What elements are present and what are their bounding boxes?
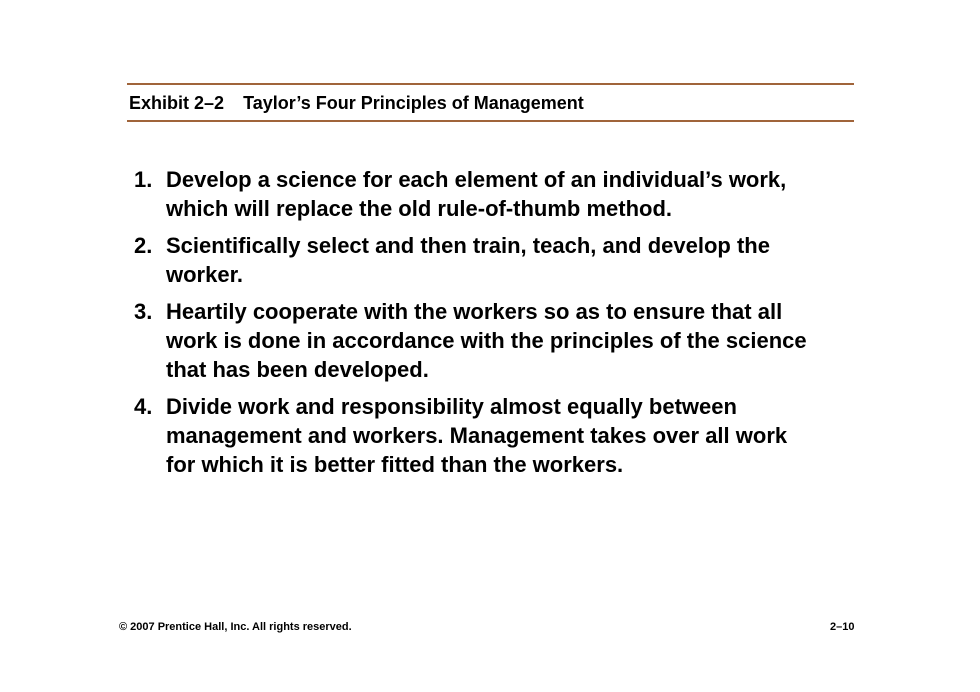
- principle-text: Scientifically select and then train, teach, and develop the worker.: [166, 233, 770, 287]
- principle-item: [134, 165, 874, 223]
- principle-item: [134, 392, 874, 479]
- principles-list: [134, 165, 874, 487]
- principle-text: Divide work and responsibility almost equally between management and workers. Management takes over all work for which it is better fitted than the workers.: [166, 394, 788, 477]
- principle-item: [134, 297, 874, 384]
- principle-number: 3.: [134, 299, 153, 324]
- page-number: 2–10: [830, 621, 855, 633]
- principle-item: [134, 231, 874, 289]
- title-top-rule: [127, 83, 854, 85]
- principle-text: Develop a science for each element of an individual’s work, which will replace the old rule-of-thumb method.: [166, 167, 787, 221]
- title-bottom-rule: [127, 120, 854, 122]
- principle-number: 4.: [134, 394, 153, 419]
- exhibit-title: [129, 92, 584, 114]
- principle-text: Heartily cooperate with the workers so as to ensure that all work is done in accordance with the principles of the science that has been developed.: [166, 299, 807, 382]
- exhibit-heading: Taylor’s Four Principles of Management: [243, 93, 584, 113]
- principle-number: 1.: [134, 167, 153, 192]
- principle-number: 2.: [134, 233, 153, 258]
- exhibit-label: Exhibit 2–2: [129, 93, 225, 113]
- copyright-notice: © 2007 Prentice Hall, Inc. All rights reserved.: [119, 621, 352, 633]
